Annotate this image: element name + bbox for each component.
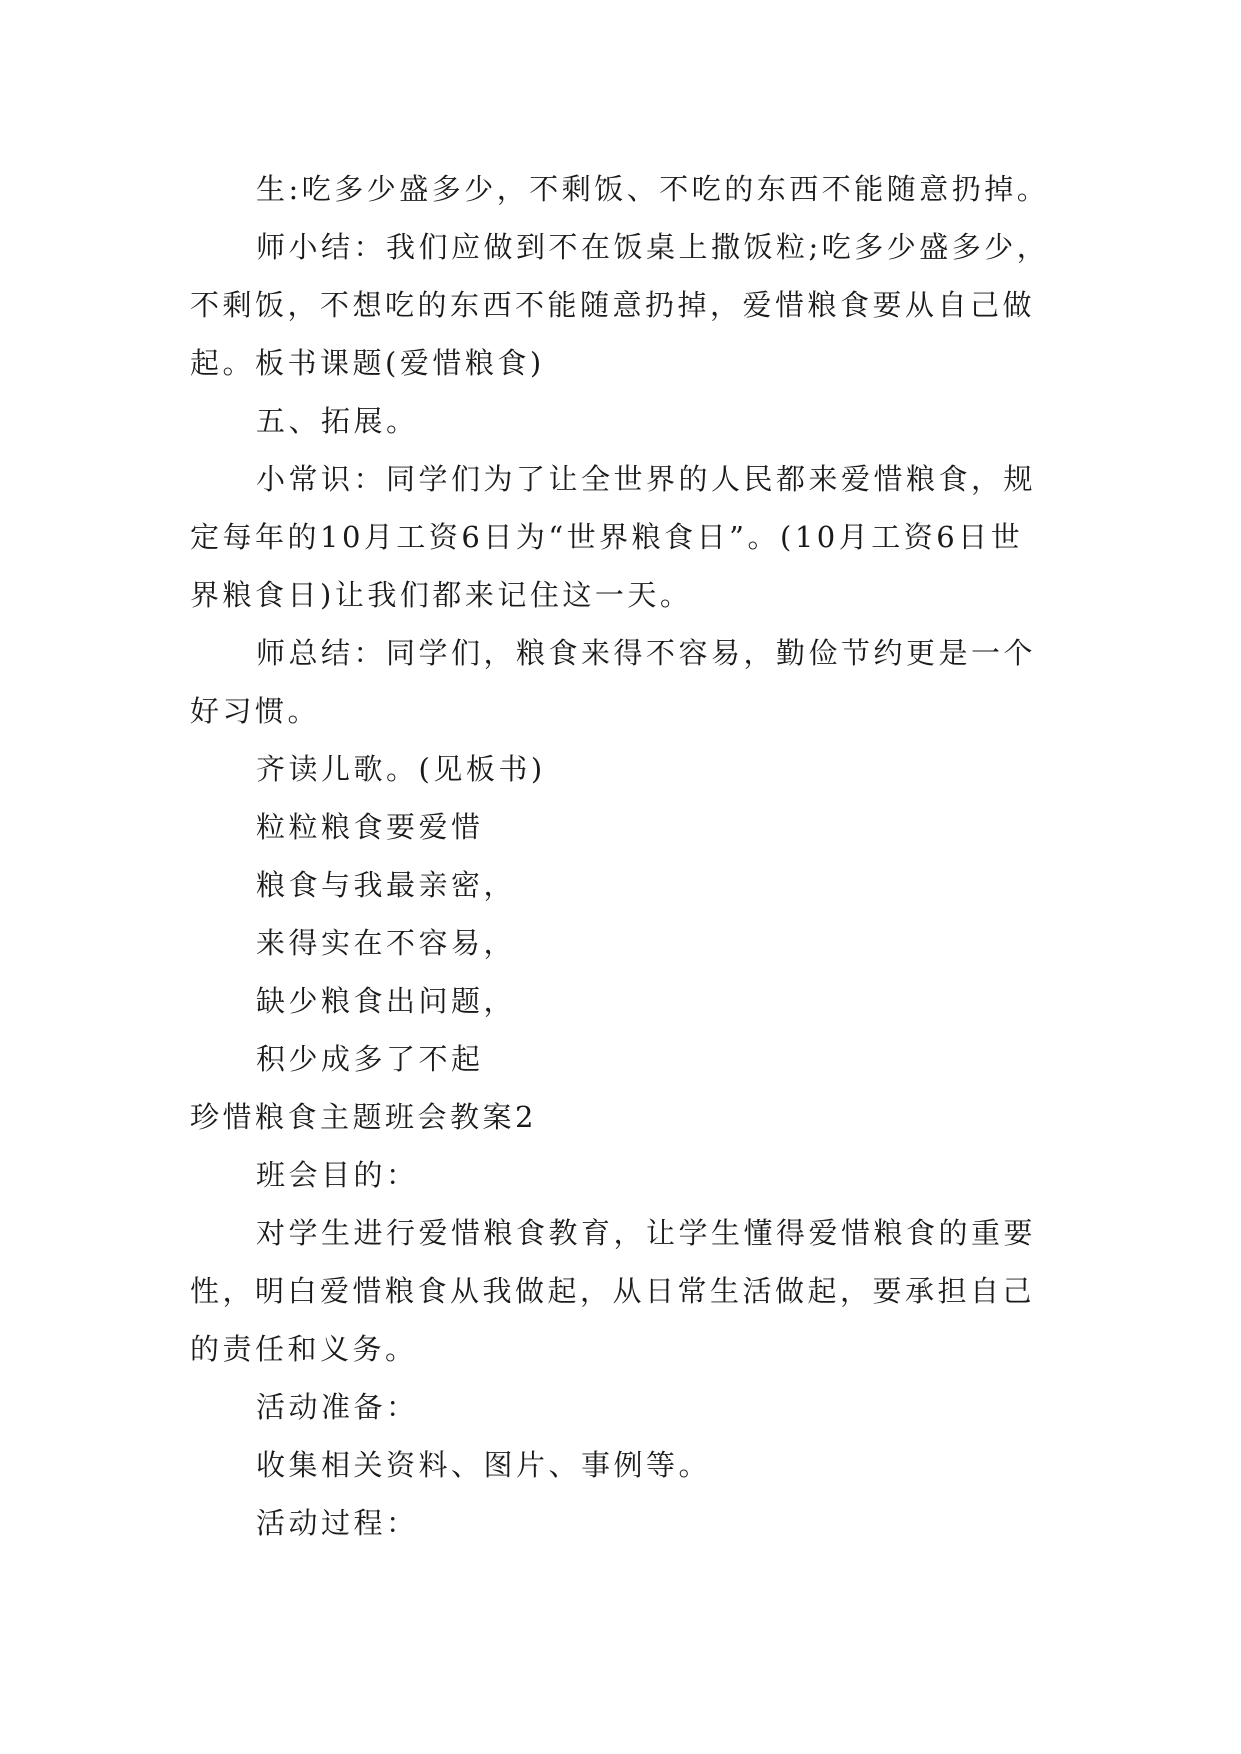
paragraph-teacher-conclusion: 师总结：同学们，粮食来得不容易，勤俭节约更是一个好习惯。 — [190, 636, 1037, 728]
paragraph-read-song: 齐读儿歌。(见板书) — [256, 752, 546, 786]
paragraph-preparation: 收集相关资料、图片、事例等。 — [256, 1448, 712, 1482]
paragraph-preparation-label: 活动准备： — [256, 1390, 419, 1424]
section-title: 珍惜粮食主题班会教案2 — [190, 1100, 537, 1134]
song-line-5: 积少成多了不起 — [256, 1042, 484, 1076]
paragraph-common-knowledge: 小常识：同学们为了让全世界的人民都来爱惜粮食，规定每年的10月工资6日为“世界粮食日”。(10月工资6日世界粮食日)让我们都来记住这一天。 — [190, 462, 1037, 612]
document-body — [190, 160, 1050, 1552]
song-line-1: 粒粒粮食要爱惜 — [256, 810, 484, 844]
song-line-4: 缺少粮食出问题， — [256, 984, 517, 1018]
paragraph-section-extension: 五、拓展。 — [256, 404, 419, 438]
paragraph-meeting-purpose-label: 班会目的： — [256, 1158, 419, 1192]
paragraph-student-answer: 生:吃多少盛多少，不剩饭、不吃的东西不能随意扔掉。 — [256, 172, 1050, 206]
song-line-3: 来得实在不容易， — [256, 926, 517, 960]
paragraph-process-label: 活动过程： — [256, 1506, 419, 1540]
paragraph-meeting-purpose: 对学生进行爱惜粮食教育，让学生懂得爱惜粮食的重要性，明白爱惜粮食从我做起，从日常生活做起，要承担自己的责任和义务。 — [190, 1216, 1037, 1366]
paragraph-teacher-summary: 师小结：我们应做到不在饭桌上撒饭粒;吃多少盛多少，不剩饭，不想吃的东西不能随意扔掉，爱惜粮食要从自己做起。板书课题(爱惜粮食) — [190, 230, 1050, 380]
song-line-2: 粮食与我最亲密， — [256, 868, 517, 902]
